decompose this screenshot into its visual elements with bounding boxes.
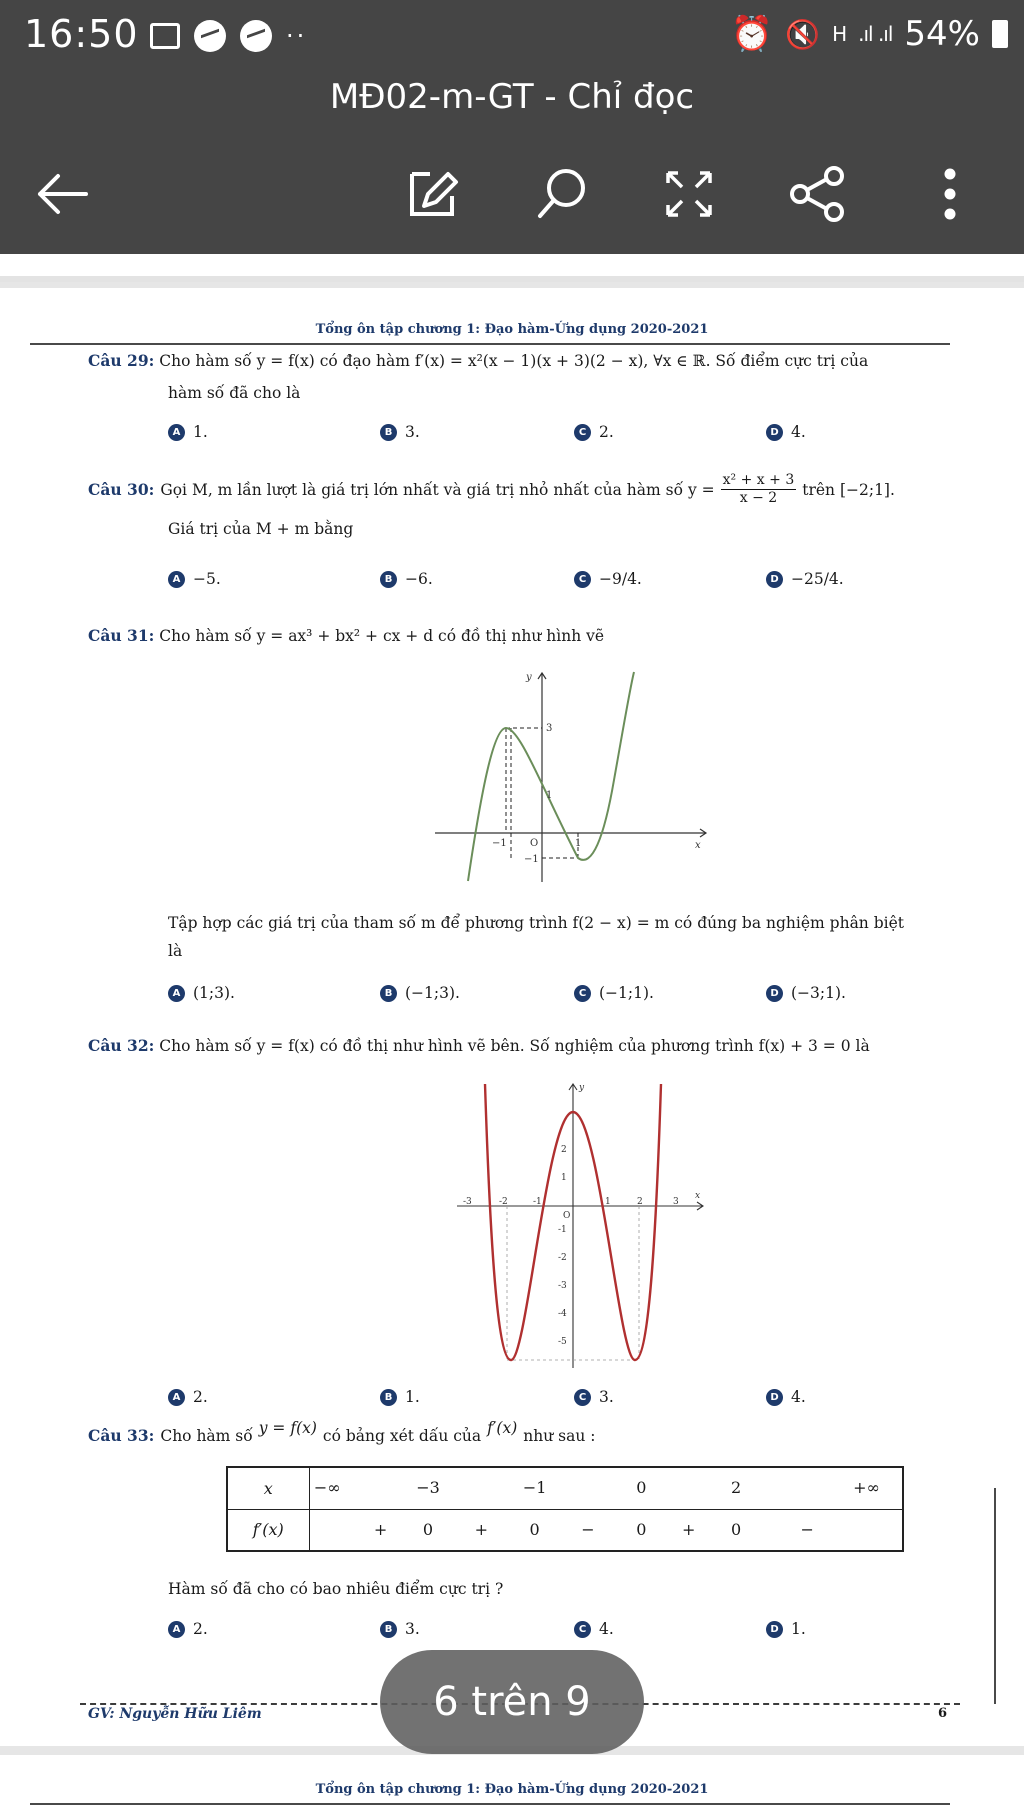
more-notifications-icon: ·· bbox=[286, 22, 308, 50]
search-button[interactable] bbox=[530, 162, 594, 226]
question-text: Cho hàm số y = f(x) có đồ thị như hình vẽ bên. Số nghiệm của phương trình f(x) + 3 = 0 là bbox=[159, 1037, 870, 1055]
option-text: (1;3). bbox=[193, 984, 235, 1002]
sign-value: + bbox=[681, 1519, 696, 1539]
more-vert-icon bbox=[940, 166, 960, 222]
right-margin-rule bbox=[994, 1488, 996, 1704]
x-value: 2 bbox=[731, 1478, 742, 1497]
question-text-a: Cho hàm số bbox=[160, 1427, 253, 1445]
question-label: Câu 32: bbox=[88, 1036, 155, 1055]
option-text: −9/4. bbox=[599, 570, 642, 588]
option-text: 1. bbox=[791, 1620, 806, 1638]
q33-option-b[interactable] bbox=[380, 1620, 420, 1638]
question-33 bbox=[88, 1419, 988, 1447]
q29-option-d[interactable] bbox=[766, 423, 806, 441]
x-value: 0 bbox=[636, 1478, 647, 1497]
question-text-b: trên [−2;1]. bbox=[802, 480, 895, 499]
option-badge-a: A bbox=[168, 571, 185, 588]
y-minus1-label: -1 bbox=[558, 1225, 567, 1235]
option-text: 4. bbox=[791, 423, 806, 441]
option-badge-b: B bbox=[380, 985, 397, 1002]
x-row-header: x bbox=[227, 1467, 309, 1509]
q30-option-d[interactable] bbox=[766, 570, 844, 588]
cubic-curve bbox=[468, 672, 634, 881]
x-values-cell bbox=[309, 1467, 903, 1509]
option-text: 1. bbox=[405, 1388, 420, 1406]
y-minus1-label: −1 bbox=[524, 854, 539, 865]
x-minus1-label: -1 bbox=[533, 1197, 542, 1207]
origin-label: O bbox=[530, 838, 539, 849]
option-badge-a: A bbox=[168, 1389, 185, 1406]
question-29-text2: hàm số đã cho là bbox=[168, 384, 301, 402]
option-badge-d: D bbox=[766, 1389, 783, 1406]
y-minus3-label: -3 bbox=[558, 1281, 567, 1291]
back-arrow-icon bbox=[34, 172, 90, 216]
messenger-icon-2 bbox=[240, 20, 272, 52]
sign-value: − bbox=[581, 1519, 595, 1539]
option-text: 3. bbox=[599, 1388, 614, 1406]
page-header: Tổng ôn tập chương 1: Đạo hàm-Ứng dụng 2020-2021 bbox=[315, 322, 709, 337]
question-text: Cho hàm số y = f(x) có đạo hàm f′(x) = x²(x − 1)(x + 3)(2 − x), ∀x ∈ ℝ. Số điểm cực trị của bbox=[159, 352, 869, 370]
sign-value: 0 bbox=[636, 1519, 647, 1539]
fprime-values-cell bbox=[309, 1509, 903, 1551]
q31-option-d[interactable] bbox=[766, 984, 846, 1002]
next-page-header: Tổng ôn tập chương 1: Đạo hàm-Ứng dụng 2020-2021 bbox=[315, 1782, 709, 1797]
origin-label: O bbox=[563, 1211, 571, 1221]
question-label: Câu 31: bbox=[88, 626, 155, 645]
option-badge-c: C bbox=[574, 985, 591, 1002]
header-rule bbox=[30, 343, 950, 345]
option-badge-b: B bbox=[380, 571, 397, 588]
question-text: Cho hàm số y = ax³ + bx² + cx + d có đồ thị như hình vẽ bbox=[159, 627, 605, 645]
q32-option-d[interactable] bbox=[766, 1388, 806, 1406]
y-minus5-label: -5 bbox=[558, 1337, 567, 1347]
option-badge-c: C bbox=[574, 571, 591, 588]
option-text: 2. bbox=[193, 1388, 208, 1406]
footer-author: GV: Nguyễn Hữu Liêm bbox=[88, 1706, 262, 1722]
question-31 bbox=[88, 625, 968, 647]
search-icon bbox=[532, 164, 592, 224]
question-text: Gọi M, m lần lượt là giá trị lớn nhất và giá trị nhỏ nhất của hàm số y = bbox=[160, 480, 715, 499]
q31-option-c[interactable] bbox=[574, 984, 654, 1002]
x-1-label: 1 bbox=[605, 1197, 611, 1207]
q31-option-b[interactable] bbox=[380, 984, 460, 1002]
option-text: −5. bbox=[193, 570, 221, 588]
back-button[interactable] bbox=[30, 162, 94, 226]
option-badge-a: A bbox=[168, 1621, 185, 1638]
sign-table bbox=[226, 1466, 904, 1552]
option-badge-b: B bbox=[380, 424, 397, 441]
question-29 bbox=[88, 350, 968, 372]
fraction-numerator: x² + x + 3 bbox=[722, 472, 795, 488]
function-fraction bbox=[721, 472, 797, 507]
x-minus2-label: -2 bbox=[499, 1197, 508, 1207]
q33-option-c[interactable] bbox=[574, 1620, 614, 1638]
x-value: −3 bbox=[416, 1478, 440, 1497]
q30-option-a[interactable] bbox=[168, 570, 221, 588]
messenger-icon bbox=[194, 20, 226, 52]
x-2-label: 2 bbox=[637, 1197, 643, 1207]
question-31-after: Tập hợp các giá trị của tham số m để phương trình f(2 − x) = m có đúng ba nghiệm phân biệt bbox=[168, 914, 905, 932]
sign-value: − bbox=[800, 1519, 814, 1539]
signal-icon: .ıl .ıl bbox=[858, 22, 893, 46]
question-32 bbox=[88, 1035, 988, 1057]
x-value: +∞ bbox=[853, 1478, 880, 1497]
q30-option-c[interactable] bbox=[574, 570, 642, 588]
status-bar bbox=[0, 0, 1024, 72]
x-value: −1 bbox=[522, 1478, 547, 1497]
status-time: 16:50 bbox=[24, 12, 139, 56]
option-badge-a: A bbox=[168, 424, 185, 441]
option-badge-b: B bbox=[380, 1389, 397, 1406]
sign-value: 0 bbox=[422, 1519, 434, 1539]
q31-option-a[interactable] bbox=[168, 984, 235, 1002]
q33-option-a[interactable] bbox=[168, 1620, 208, 1638]
sign-value: + bbox=[474, 1519, 489, 1539]
option-text: 4. bbox=[791, 1388, 806, 1406]
quartic-graph bbox=[455, 1080, 705, 1370]
q29-option-b[interactable] bbox=[380, 423, 420, 441]
gallery-icon bbox=[150, 23, 180, 49]
option-badge-c: C bbox=[574, 424, 591, 441]
share-button[interactable] bbox=[785, 162, 849, 226]
x-minus1-label: −1 bbox=[492, 838, 507, 849]
fullscreen-icon bbox=[664, 169, 714, 219]
function-expression: y = f(x) bbox=[258, 1419, 317, 1437]
alarm-icon: ⏰ bbox=[730, 14, 774, 54]
question-30-text2: Giá trị của M + m bằng bbox=[168, 520, 354, 538]
q29-option-c[interactable] bbox=[574, 423, 614, 441]
sign-value: + bbox=[373, 1519, 388, 1539]
option-badge-d: D bbox=[766, 985, 783, 1002]
question-label: Câu 29: bbox=[88, 351, 155, 370]
network-type-icon: H bbox=[832, 22, 847, 46]
edit-icon bbox=[404, 166, 460, 222]
y-label: y bbox=[526, 672, 532, 683]
page-indicator: 6 trên 9 bbox=[380, 1650, 644, 1754]
question-text-c: như sau : bbox=[523, 1427, 596, 1445]
q32-option-a[interactable] bbox=[168, 1388, 208, 1406]
option-badge-c: C bbox=[574, 1389, 591, 1406]
cubic-graph bbox=[430, 668, 710, 883]
option-badge-d: D bbox=[766, 424, 783, 441]
option-text: −6. bbox=[405, 570, 433, 588]
question-label: Câu 33: bbox=[88, 1426, 155, 1445]
q29-option-a[interactable] bbox=[168, 423, 208, 441]
system-icons bbox=[731, 14, 1008, 54]
fullscreen-button[interactable] bbox=[657, 162, 721, 226]
option-text: −25/4. bbox=[791, 570, 844, 588]
option-text: (−1;3). bbox=[405, 984, 460, 1002]
x-minus3-label: -3 bbox=[463, 1197, 472, 1207]
option-badge-b: B bbox=[380, 1621, 397, 1638]
option-text: 4. bbox=[599, 1620, 614, 1638]
previous-page-edge bbox=[0, 254, 1024, 282]
x-value: −∞ bbox=[313, 1478, 341, 1497]
edit-button[interactable] bbox=[400, 162, 464, 226]
option-badge-c: C bbox=[574, 1621, 591, 1638]
y-1-label: 1 bbox=[546, 790, 553, 801]
y-3-label: 3 bbox=[546, 723, 553, 734]
fprime-row-header: f′(x) bbox=[227, 1509, 309, 1551]
x-label: x bbox=[695, 840, 701, 851]
question-30 bbox=[88, 472, 988, 507]
battery-text: 54% bbox=[904, 14, 980, 54]
derivative-expression: f′(x) bbox=[487, 1419, 518, 1437]
y-minus4-label: -4 bbox=[558, 1309, 567, 1319]
fraction-denominator: x − 2 bbox=[739, 490, 778, 506]
x-3-label: 3 bbox=[673, 1197, 679, 1207]
option-text: 2. bbox=[599, 423, 614, 441]
sign-value: 0 bbox=[529, 1519, 540, 1539]
question-33-after: Hàm số đã cho có bao nhiêu điểm cực trị ? bbox=[168, 1580, 504, 1598]
battery-icon bbox=[992, 20, 1008, 48]
q32-option-b[interactable] bbox=[380, 1388, 420, 1406]
y-minus2-label: -2 bbox=[558, 1253, 567, 1263]
question-31-after2: là bbox=[168, 942, 183, 960]
option-text: 3. bbox=[405, 1620, 420, 1638]
next-page-header-rule bbox=[30, 1803, 950, 1805]
option-badge-d: D bbox=[766, 1621, 783, 1638]
option-text: 1. bbox=[193, 423, 208, 441]
question-text-b: có bảng xét dấu của bbox=[322, 1427, 482, 1445]
option-text: 3. bbox=[405, 423, 420, 441]
x-label: x bbox=[695, 1191, 701, 1201]
sign-value: 0 bbox=[731, 1519, 742, 1539]
option-badge-a: A bbox=[168, 985, 185, 1002]
document-title: MĐ02-m-GT - Chỉ đọc bbox=[0, 72, 1024, 132]
question-label: Câu 30: bbox=[88, 479, 155, 499]
q33-option-d[interactable] bbox=[766, 1620, 806, 1638]
footer-page-number: 6 bbox=[938, 1706, 948, 1721]
x-1-label: 1 bbox=[575, 838, 582, 849]
y-label: y bbox=[579, 1083, 585, 1093]
sign-table-x-row bbox=[227, 1467, 903, 1509]
option-text: (−3;1). bbox=[791, 984, 846, 1002]
notification-icons bbox=[150, 20, 307, 52]
q30-option-b[interactable] bbox=[380, 570, 433, 588]
sign-table-fprime-row bbox=[227, 1509, 903, 1551]
y-2-label: 2 bbox=[561, 1145, 567, 1155]
option-badge-d: D bbox=[766, 571, 783, 588]
option-text: (−1;1). bbox=[599, 984, 654, 1002]
mute-icon: 🔇 bbox=[785, 17, 821, 51]
toolbar bbox=[0, 132, 1024, 254]
option-text: 2. bbox=[193, 1620, 208, 1638]
y-1-label: 1 bbox=[561, 1173, 567, 1183]
share-icon bbox=[787, 164, 847, 224]
more-options-button[interactable] bbox=[918, 162, 982, 226]
q32-option-c[interactable] bbox=[574, 1388, 614, 1406]
